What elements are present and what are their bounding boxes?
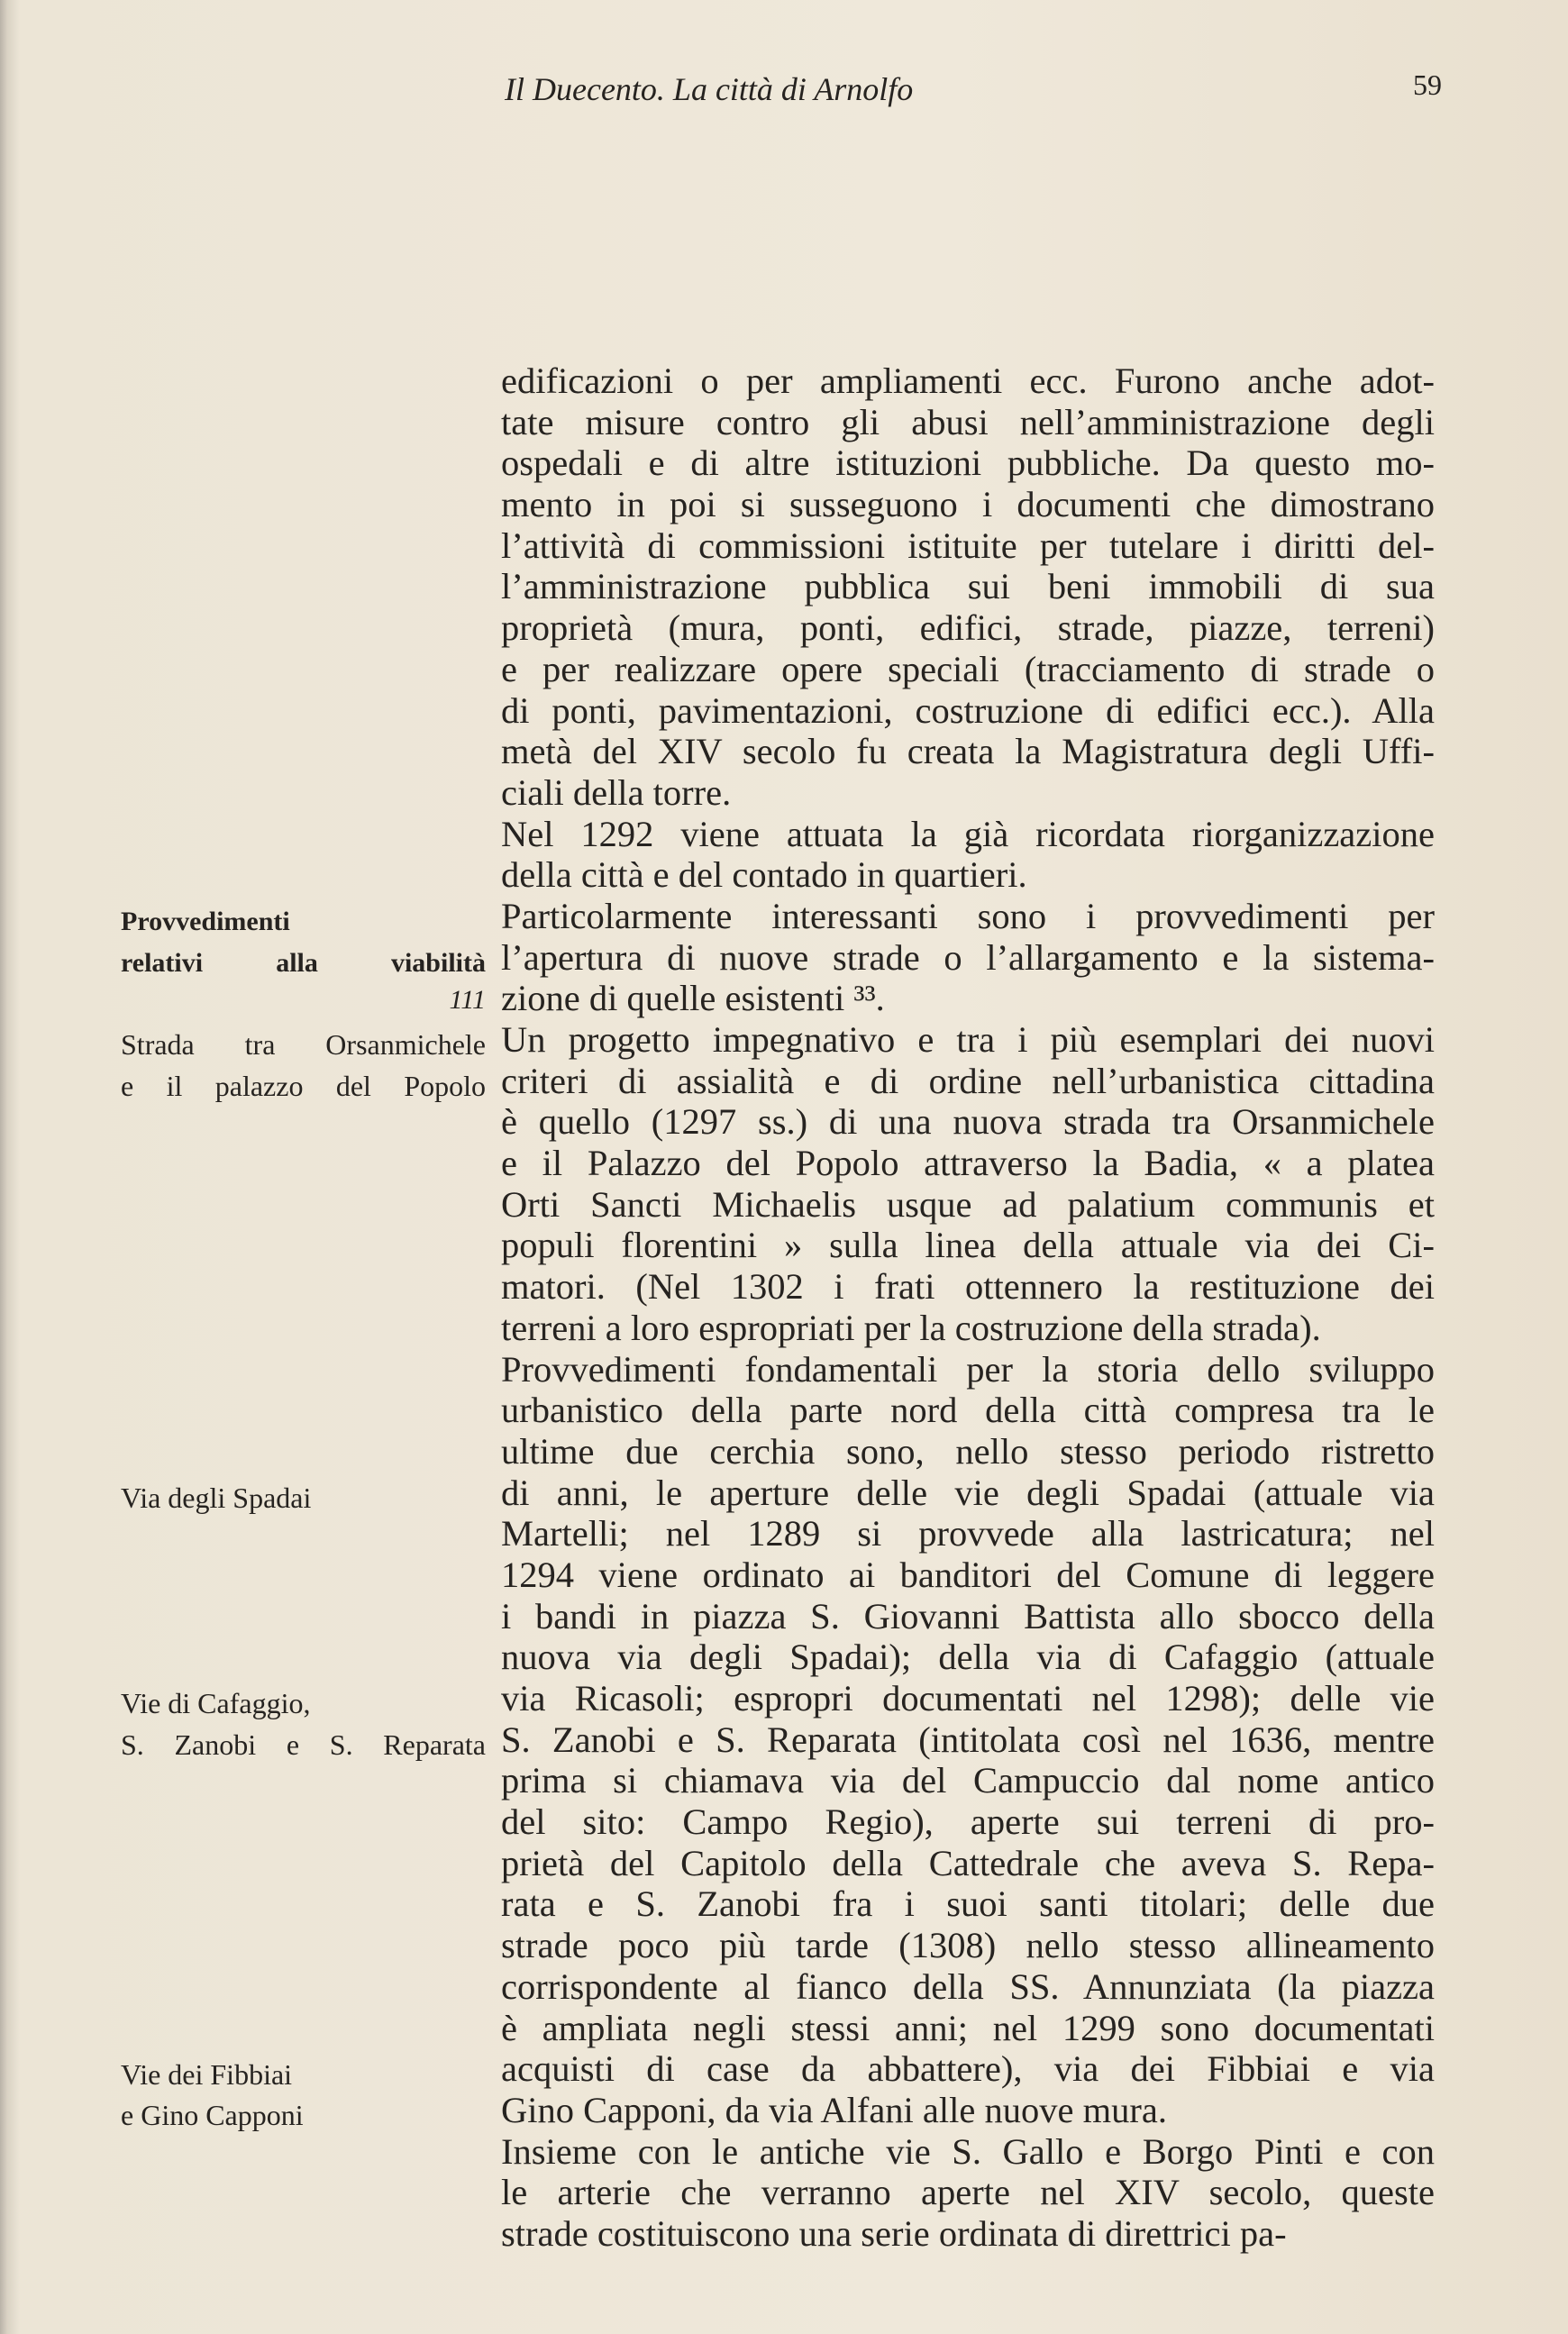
marginal-note-line: relativi alla viabilità <box>121 947 486 978</box>
text-line: di anni, le aperture delle vie degli Spadai (attuale via <box>501 1472 1435 1513</box>
text-line: ciali della torre. <box>501 771 732 813</box>
text-line: S. Zanobi e S. Reparata (intitolata così nel 1636, mentre <box>501 1719 1435 1760</box>
marginal-note-line: e il palazzo del Popolo <box>121 1069 486 1102</box>
page-number: 59 <box>1413 68 1442 101</box>
text-line: mento in poi si susseguono i documenti che dimostrano <box>501 484 1435 525</box>
text-line: è quello (1297 ss.) di una nuova strada tra Orsanmichele <box>501 1101 1435 1143</box>
marginal-note <box>121 2055 486 2137</box>
paragraph <box>501 896 1435 1019</box>
text-line: via Ricasoli; espropri documentati nel 1298); delle vie <box>501 1678 1435 1719</box>
text-line: Insieme con le antiche vie S. Gallo e Borgo Pinti e con <box>501 2130 1435 2172</box>
paragraph <box>501 1019 1435 1349</box>
text-line: l’attività di commissioni istituite per tutelare i diritti del- <box>501 524 1435 566</box>
marginal-note-line: e Gino Capponi <box>121 2099 304 2132</box>
paragraph <box>501 814 1435 896</box>
text-line: le arterie che verranno aperte nel XIV secolo, queste <box>501 2172 1435 2213</box>
text-line: l’amministrazione pubblica sui beni immobili di sua <box>501 566 1435 607</box>
chapter-title: Il Duecento. La città di Arnolfo <box>505 71 914 107</box>
marginal-figure-number: 111 <box>449 984 486 1015</box>
text-line: metà del XIV secolo fu creata la Magistratura degli Uffi- <box>501 731 1435 772</box>
marginal-note <box>121 1478 486 1519</box>
text-line: criteri di assialità e di ordine nell’urbanistica cittadina <box>501 1060 1435 1101</box>
marginal-note <box>121 1025 486 1107</box>
paragraph <box>501 2131 1435 2255</box>
text-line: Martelli; nel 1289 si provvede alla lastricatura; nel <box>501 1513 1435 1554</box>
text-line: zione di quelle esistenti ³³. <box>501 978 885 1019</box>
text-line: 1294 viene ordinato ai banditori del Comune di leggere <box>501 1554 1435 1595</box>
text-line: populi florentini » sulla linea della attuale via dei Ci- <box>501 1225 1435 1266</box>
marginal-note-line: Vie di Cafaggio, <box>121 1687 311 1720</box>
marginal-note-line: Via degli Spadai <box>121 1481 312 1514</box>
marginal-note-line: Strada tra Orsanmichele <box>121 1028 486 1062</box>
text-line: ospedali e di altre istituzioni pubbliche. Da questo mo- <box>501 442 1435 484</box>
text-line: e per realizzare opere speciali (tracciamento di strade o <box>501 648 1435 689</box>
marginal-note <box>121 1683 486 1765</box>
section-heading <box>121 901 486 983</box>
marginal-note-line: Provvedimenti <box>121 907 290 937</box>
paragraph <box>501 1349 1435 2131</box>
marginal-note-line: Vie dei Fibbiai <box>121 2057 293 2091</box>
body-text <box>501 360 1435 2255</box>
text-line: edificazioni o per ampliamenti ecc. Furono anche adot- <box>501 360 1435 401</box>
text-line: strade costituiscono una serie ordinata di direttrici pa- <box>501 2212 1287 2254</box>
text-line: prietà del Capitolo della Cattedrale che aveva S. Repa- <box>501 1842 1435 1883</box>
text-line: e il Palazzo del Popolo attraverso la Badia, « a platea <box>501 1143 1435 1184</box>
text-line: della città e del contado in quartieri. <box>501 854 1027 896</box>
text-line: i bandi in piazza S. Giovanni Battista allo sbocco della <box>501 1595 1435 1637</box>
text-line: urbanistico della parte nord della città compresa tra le <box>501 1390 1435 1431</box>
text-line: Provvedimenti fondamentali per la storia dello sviluppo <box>501 1348 1435 1390</box>
text-line: strade poco più tarde (1308) nello stesso allineamento <box>501 1925 1435 1966</box>
marginal-note-line: S. Zanobi e S. Reparata <box>121 1728 486 1762</box>
text-line: tate misure contro gli abusi nell’amministrazione degli <box>501 401 1435 442</box>
text-line: Particolarmente interessanti sono i provvedimenti per <box>501 895 1435 936</box>
paragraph <box>501 360 1435 814</box>
text-line: di ponti, pavimentazioni, costruzione di edifici ecc.). Alla <box>501 689 1435 731</box>
text-line: Orti Sancti Michaelis usque ad palatium communis et <box>501 1183 1435 1225</box>
text-line: proprietà (mura, ponti, edifici, strade, piazze, terreni) <box>501 607 1435 649</box>
text-line: Nel 1292 viene attuata la già ricordata riorganizzazione <box>501 813 1435 854</box>
text-line: terreni a loro espropriati per la costruzione della strada). <box>501 1307 1321 1348</box>
text-line: è ampliata negli stessi anni; nel 1299 sono documentati <box>501 2007 1435 2048</box>
text-line: del sito: Campo Regio), aperte sui terreni di pro- <box>501 1801 1435 1843</box>
text-line: Gino Capponi, da via Alfani alle nuove mura. <box>501 2089 1167 2130</box>
text-line: Un progetto impegnativo e tra i più esemplari dei nuovi <box>501 1019 1435 1060</box>
text-line: matori. (Nel 1302 i frati ottennero la restituzione dei <box>501 1266 1435 1308</box>
text-line: nuova via degli Spadai); della via di Cafaggio (attuale <box>501 1637 1435 1678</box>
text-line: prima si chiamava via del Campuccio dal nome antico <box>501 1760 1435 1801</box>
text-line: rata e S. Zanobi fra i suoi santi titolari; delle due <box>501 1883 1435 1925</box>
text-line: corrispondente al fianco della SS. Annunziata (la piazza <box>501 1965 1435 2007</box>
text-line: ultime due cerchia sono, nello stesso periodo ristretto <box>501 1430 1435 1472</box>
text-line: acquisti di case da abbattere), via dei Fibbiai e via <box>501 2048 1435 2090</box>
text-line: l’apertura di nuove strade o l’allargamento e la sistema- <box>501 936 1435 978</box>
